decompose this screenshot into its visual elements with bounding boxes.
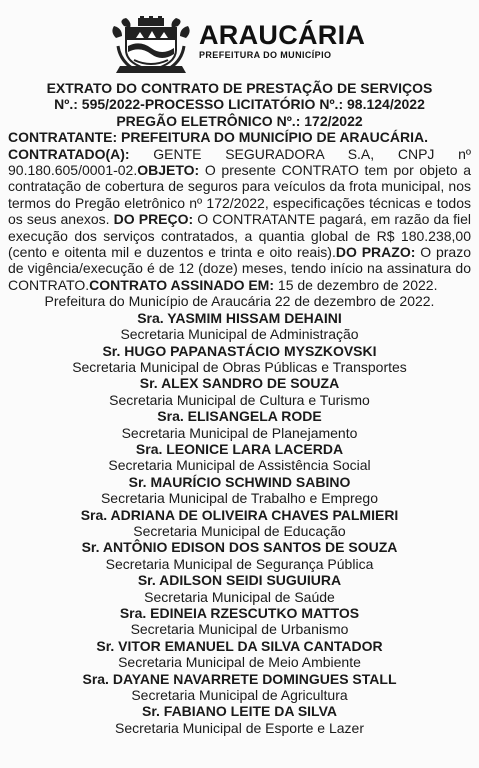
signatory-role: Secretaria Municipal de Saúde	[144, 588, 335, 605]
doc-title: EXTRATO DO CONTRATO DE PRESTAÇÃO DE SERVIÇOS	[46, 80, 433, 96]
signatory-role: Secretaria Municipal de Administração	[120, 326, 359, 343]
objeto-value: O presente CONTRATO tem por objeto a contratação de cobertura de seguros para veículos da frota municipal, nos termos do Pregão eletrônico nº 172/2022, especificações técnicas e todos os seus anexos.	[8, 162, 475, 228]
preco-label: DO PREÇO:	[113, 211, 194, 228]
signatory-role: Secretaria Municipal de Cultura e Turismo	[109, 391, 370, 408]
contracting-party: CONTRATANTE: PREFEITURA DO MUNICÍPIO DE ARAUCÁRIA.	[8, 129, 428, 146]
contratado-value: GENTE SEGURADORA S.A, CNPJ nº 90.180.605/0001-02.	[8, 145, 475, 179]
signatory-name: Sr. FABIANO LEITE DA SILVA	[142, 703, 337, 720]
signed-label: CONTRATO ASSINADO EM:	[89, 276, 275, 293]
coat-of-arms-icon	[110, 16, 192, 74]
signatory-role: Secretaria Municipal de Assistência Social	[108, 457, 371, 474]
signatory-role: Secretaria Municipal de Segurança Pública	[105, 555, 374, 572]
signatory-name: Sra. ADRIANA DE OLIVEIRA CHAVES PALMIERI	[80, 506, 399, 523]
signatory-role: Secretaria Municipal de Urbanismo	[130, 621, 349, 638]
signatory-role: Secretaria Municipal de Planejamento	[121, 424, 358, 441]
contract-body	[8, 145, 475, 294]
signatory-list	[8, 310, 471, 737]
place-date: Prefeitura do Município de Araucária 22 de dezembro de 2022.	[44, 293, 435, 310]
signatory-role: Secretaria Municipal de Agricultura	[131, 687, 348, 704]
signatory-role: Secretaria Municipal de Trabalho e Emprego	[100, 490, 379, 507]
tender-number: PREGÃO ELETRÔNICO Nº.: 172/2022	[116, 112, 363, 129]
signatory-name: Sra. DAYANE NAVARRETE DOMINGUES STALL	[82, 670, 397, 687]
objeto-label: OBJETO:	[137, 162, 200, 179]
signatory-name: Sr. HUGO PAPANASTÁCIO MYSZKOVSKI	[102, 342, 377, 359]
brand-name: ARAUCÁRIA	[199, 20, 366, 50]
signatory-name: Sr. MAURÍCIO SCHWIND SABINO	[128, 473, 351, 490]
brand-logo	[199, 22, 365, 61]
signatory-name: Sra. EDINEIA RZESCUTKO MATTOS	[119, 605, 360, 621]
prazo-value: O prazo de vigência/execução é de 12 (doze) meses, tendo início na assinatura do CONTRATO.	[8, 244, 475, 293]
signatory-name: Sra. LEONICE LARA LACERDA	[135, 440, 344, 457]
signatory-name: Sr. ADILSON SEIDI SUGUIURA	[137, 572, 342, 589]
contract-number: Nº.: 595/2022-PROCESSO LICITATÓRIO Nº.: 98.124/2022	[54, 96, 425, 113]
signatory-name: Sr. ALEX SANDRO DE SOUZA	[139, 375, 340, 392]
prazo-label: DO PRAZO:	[335, 244, 416, 261]
document-header	[0, 14, 479, 76]
contratado-label: CONTRATADO(A):	[8, 145, 130, 162]
contract-extract	[8, 80, 475, 736]
preco-value: O CONTRATANTE pagará, em razão da fiel execução dos serviços contratados, a quantia global de R$ 180.238,00 (cento e oitenta mil e duzentos e trinta e oito reais).	[8, 211, 475, 261]
signatory-name: Sr. VITOR EMANUEL DA SILVA CANTADOR	[96, 637, 383, 654]
signatory-role: Secretaria Municipal de Educação	[133, 522, 346, 539]
signatory-role: Secretaria Municipal de Obras Públicas e Transportes	[72, 358, 407, 375]
signatory-name: Sra. ELISANGELA RODE	[157, 408, 322, 425]
brand-subtitle: PREFEITURA DO MUNICÍPIO	[199, 50, 332, 60]
signatory-name: Sr. ANTÔNIO EDISON DOS SANTOS DE SOUZA	[81, 539, 398, 556]
signed-value: 15 de dezembro de 2022.	[274, 276, 438, 293]
signatory-role: Secretaria Municipal de Esporte e Lazer	[114, 719, 365, 736]
signatory-role: Secretaria Municipal de Meio Ambiente	[118, 654, 361, 671]
signatory-name: Sra. YASMIM HISSAM DEHAINI	[137, 309, 342, 326]
